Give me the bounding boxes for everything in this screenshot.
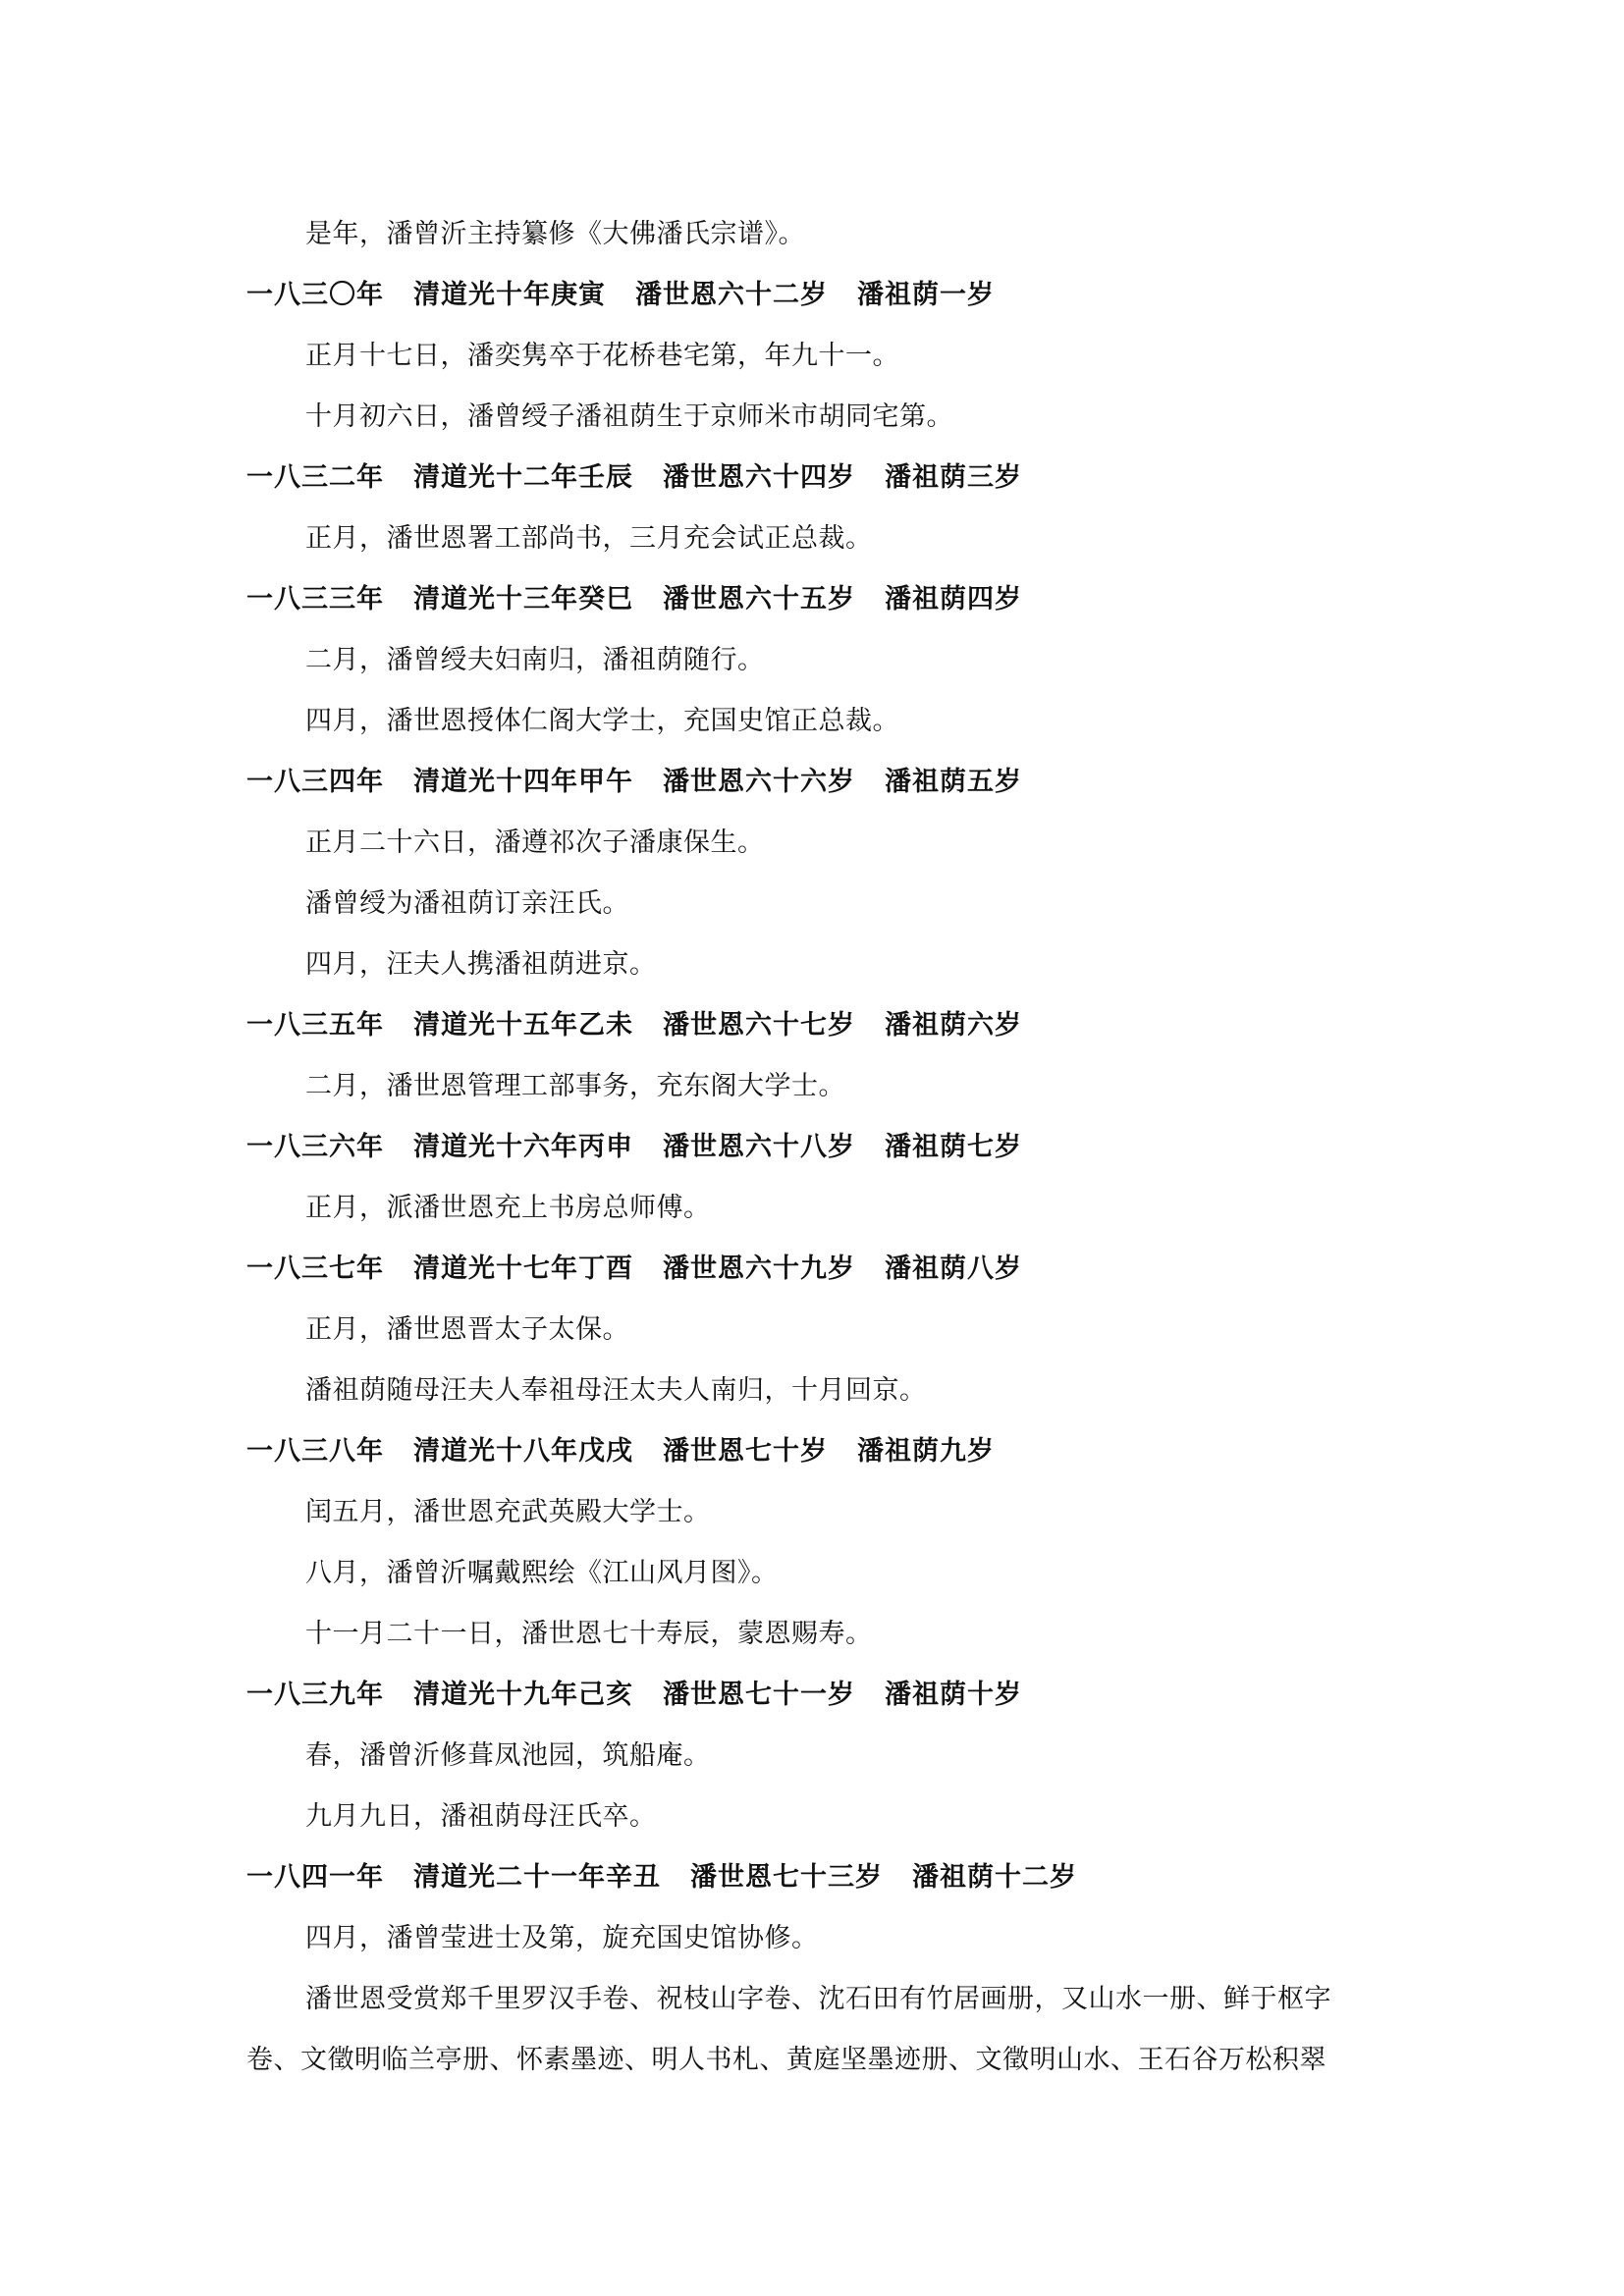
age-pan-zuyin: 潘祖荫七岁 <box>885 1132 1022 1162</box>
age-pan-shien: 潘世恩七十一岁 <box>663 1680 855 1710</box>
year-heading <box>246 275 1385 336</box>
age-pan-zuyin: 潘祖荫四岁 <box>885 584 1022 614</box>
chronicle-entry: 潘曾绶为潘祖荫订亲汪氏。 <box>305 888 629 919</box>
chronicle-entry: 九月九日，潘祖荫母汪氏卒。 <box>305 1801 657 1832</box>
age-pan-zuyin: 潘祖荫八岁 <box>885 1254 1022 1284</box>
chronicle-entry: 四月，潘曾莹进士及第，旋充国史馆协修。 <box>305 1923 819 1953</box>
year-date: 一八三三年 <box>246 584 384 614</box>
age-pan-zuyin: 潘祖荫十岁 <box>885 1680 1022 1710</box>
chronicle-entry: 春，潘曾沂修葺凤池园，筑船庵。 <box>305 1740 711 1771</box>
age-pan-shien: 潘世恩六十五岁 <box>663 584 855 614</box>
chronicle-entry: 四月，潘世恩授体仁阁大学士，充国史馆正总裁。 <box>305 706 899 736</box>
era-name: 清道光十六年丙申 <box>413 1132 633 1162</box>
era-name: 清道光十五年乙未 <box>413 1010 633 1041</box>
year-date: 一八三〇年 <box>246 280 384 310</box>
year-heading <box>246 1005 1385 1066</box>
age-pan-shien: 潘世恩六十二岁 <box>635 280 828 310</box>
chronicle-entry: 八月，潘曾沂嘱戴熙绘《江山风月图》。 <box>305 1558 779 1588</box>
chronicle-entry: 闰五月，潘世恩充武英殿大学士。 <box>305 1497 711 1527</box>
year-date: 一八三四年 <box>246 767 384 797</box>
age-pan-shien: 潘世恩七十岁 <box>663 1436 828 1467</box>
chronicle-entry: 十一月二十一日，潘世恩七十寿辰，蒙恩赐寿。 <box>305 1619 873 1649</box>
age-pan-shien: 潘世恩六十八岁 <box>663 1132 855 1162</box>
era-name: 清道光十九年己亥 <box>413 1680 633 1710</box>
entry-continuation: 卷、文徵明临兰亭册、怀素墨迹、明人书札、黄庭坚墨迹册、文徵明山水、王石谷万松积翠 <box>246 2045 1326 2075</box>
year-heading <box>246 579 1385 640</box>
era-name: 清道光十七年丁酉 <box>413 1254 633 1284</box>
year-heading <box>246 762 1385 823</box>
age-pan-zuyin: 潘祖荫五岁 <box>885 767 1022 797</box>
chronicle-entry: 十月初六日，潘曾绶子潘祖荫生于京师米市胡同宅第。 <box>305 401 953 432</box>
age-pan-zuyin: 潘祖荫六岁 <box>885 1010 1022 1041</box>
year-date: 一八三九年 <box>246 1680 384 1710</box>
age-pan-shien: 潘世恩六十六岁 <box>663 767 855 797</box>
chronicle-entry: 二月，潘世恩管理工部事务，充东阁大学士。 <box>305 1071 845 1101</box>
age-pan-shien: 潘世恩七十三岁 <box>690 1862 883 1893</box>
age-pan-shien: 潘世恩六十四岁 <box>663 462 855 493</box>
chronicle-entry: 潘祖荫随母汪夫人奉祖母汪太夫人南归，十月回京。 <box>305 1375 927 1406</box>
year-heading <box>246 457 1385 518</box>
year-date: 一八三六年 <box>246 1132 384 1162</box>
chronicle-entry: 正月二十六日，潘遵祁次子潘康保生。 <box>305 828 765 858</box>
era-name: 清道光十八年戊戌 <box>413 1436 633 1467</box>
year-heading <box>246 1675 1385 1735</box>
chronicle-entry: 正月，潘世恩晋太子太保。 <box>305 1314 629 1345</box>
year-date: 一八三二年 <box>246 462 384 493</box>
chronicle-entry: 正月十七日，潘奕隽卒于花桥巷宅第，年九十一。 <box>305 341 899 371</box>
year-date: 一八三七年 <box>246 1254 384 1284</box>
year-date: 一八三五年 <box>246 1010 384 1041</box>
year-heading <box>246 1857 1385 1918</box>
chronicle-body <box>246 214 1385 2101</box>
year-heading <box>246 1431 1385 1492</box>
age-pan-zuyin: 潘祖荫一岁 <box>857 280 995 310</box>
era-name: 清道光十二年壬辰 <box>413 462 633 493</box>
year-date: 一八三八年 <box>246 1436 384 1467</box>
era-name: 清道光二十一年辛丑 <box>413 1862 661 1893</box>
age-pan-zuyin: 潘祖荫三岁 <box>885 462 1022 493</box>
age-pan-shien: 潘世恩六十七岁 <box>663 1010 855 1041</box>
age-pan-shien: 潘世恩六十九岁 <box>663 1254 855 1284</box>
age-pan-zuyin: 潘祖荫九岁 <box>857 1436 995 1467</box>
chronicle-entry: 正月，潘世恩署工部尚书，三月充会试正总裁。 <box>305 523 873 554</box>
chronicle-entry: 正月，派潘世恩充上书房总师傅。 <box>305 1193 711 1223</box>
chronicle-entry: 潘世恩受赏郑千里罗汉手卷、祝枝山字卷、沈石田有竹居画册，又山水一册、鲜于枢字 <box>305 1984 1331 2014</box>
year-heading <box>246 1127 1385 1188</box>
age-pan-zuyin: 潘祖荫十二岁 <box>912 1862 1077 1893</box>
year-date: 一八四一年 <box>246 1862 384 1893</box>
year-heading <box>246 1249 1385 1309</box>
era-name: 清道光十三年癸巳 <box>413 584 633 614</box>
era-name: 清道光十四年甲午 <box>413 767 633 797</box>
chronicle-entry: 是年，潘曾沂主持纂修《大佛潘氏宗谱》。 <box>305 219 805 249</box>
chronicle-entry: 二月，潘曾绶夫妇南归，潘祖荫随行。 <box>305 645 765 675</box>
chronicle-entry: 四月，汪夫人携潘祖荫进京。 <box>305 949 657 980</box>
era-name: 清道光十年庚寅 <box>413 280 606 310</box>
